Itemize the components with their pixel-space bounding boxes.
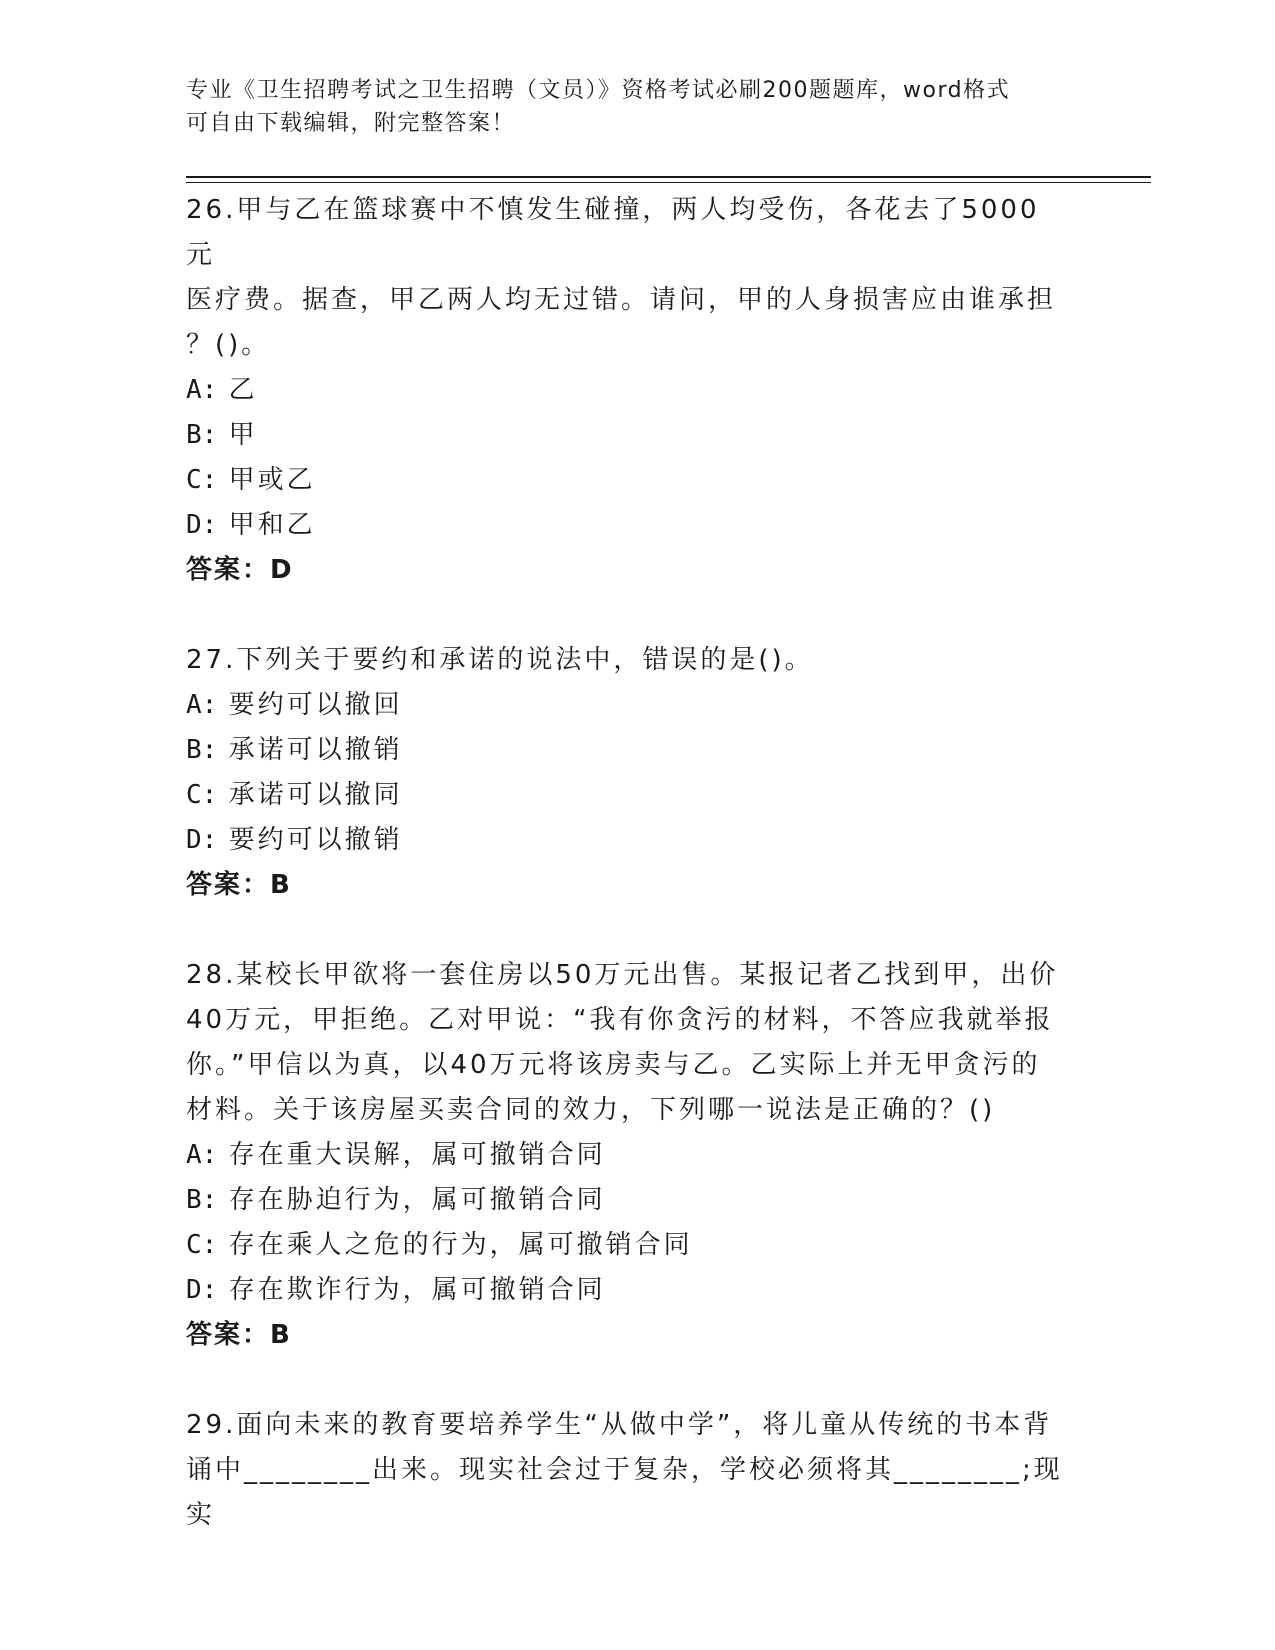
option-text: 甲或乙 <box>228 465 316 495</box>
question-29 <box>186 1403 1066 1538</box>
option-b <box>186 1178 1066 1223</box>
option-b <box>186 728 1066 773</box>
option-text: 甲 <box>228 420 258 450</box>
option-letter: C: <box>186 780 218 810</box>
option-letter: B: <box>186 1185 218 1215</box>
option-text: 存在胁迫行为，属可撤销合同 <box>228 1185 606 1215</box>
option-letter: D: <box>186 1275 218 1305</box>
option-letter: B: <box>186 420 218 450</box>
option-text: 承诺可以撤销 <box>228 735 403 765</box>
question-stem-line: 诵中________出来。现实社会过于复杂，学校必须将其________;现实 <box>186 1455 1063 1530</box>
option-text: 存在欺诈行为，属可撤销合同 <box>228 1275 606 1305</box>
option-text: 存在重大误解，属可撤销合同 <box>228 1140 606 1170</box>
answer-label: 答案：B <box>186 870 292 900</box>
option-c <box>186 1223 1066 1268</box>
option-c <box>186 773 1066 818</box>
option-d <box>186 1268 1066 1313</box>
option-text: 乙 <box>228 375 258 405</box>
question-stem-line: 28.某校长甲欲将一套住房以50万元出售。某报记者乙找到甲，出价 <box>186 960 1059 990</box>
option-b <box>186 413 1066 458</box>
question-stem-line: 29.面向未来的教育要培养学生“从做中学”，将儿童从传统的书本背 <box>186 1410 1053 1440</box>
answer-label: 答案：B <box>186 1320 292 1350</box>
option-letter: A: <box>186 690 218 720</box>
question-stem-line: 40万元，甲拒绝。乙对甲说：“我有你贪污的材料，不答应我就举报 <box>186 1005 1054 1035</box>
question-spacer <box>186 908 1066 953</box>
header-divider-thin <box>186 182 1151 183</box>
option-letter: A: <box>186 375 218 405</box>
question-27 <box>186 638 1066 908</box>
option-letter: B: <box>186 735 218 765</box>
option-letter: C: <box>186 465 218 495</box>
question-stem-line: 你。”甲信以为真，以40万元将该房卖与乙。乙实际上并无甲贪污的 <box>186 1050 1041 1080</box>
option-text: 存在乘人之危的行为，属可撤销合同 <box>228 1230 693 1260</box>
question-stem-line: 医疗费。据查，甲乙两人均无过错。请问，甲的人身损害应由谁承担 <box>186 285 1057 315</box>
option-a <box>186 683 1066 728</box>
option-letter: D: <box>186 825 218 855</box>
option-a <box>186 368 1066 413</box>
header-line-2: 可自由下载编辑，附完整答案！ <box>186 111 516 136</box>
question-spacer <box>186 1358 1066 1403</box>
option-d <box>186 818 1066 863</box>
option-letter: D: <box>186 510 218 540</box>
header-divider-thick <box>186 176 1151 178</box>
option-text: 甲和乙 <box>228 510 316 540</box>
question-stem-line: 26.甲与乙在篮球赛中不慎发生碰撞，两人均受伤，各花去了5000元 <box>186 195 1040 270</box>
question-28 <box>186 953 1066 1358</box>
question-spacer <box>186 593 1066 638</box>
question-list <box>186 188 1066 1538</box>
option-d <box>186 503 1066 548</box>
option-c <box>186 458 1066 503</box>
question-26 <box>186 188 1066 593</box>
answer-label: 答案：D <box>186 555 294 585</box>
question-stem-line: 27.下列关于要约和承诺的说法中，错误的是()。 <box>186 645 814 675</box>
question-stem-line: ？()。 <box>186 330 271 360</box>
option-letter: A: <box>186 1140 218 1170</box>
option-letter: C: <box>186 1230 218 1260</box>
header-line-1: 专业《卫生招聘考试之卫生招聘（文员）》资格考试必刷200题题库，word格式 <box>186 78 1011 103</box>
option-text: 承诺可以撤同 <box>228 780 403 810</box>
option-text: 要约可以撤回 <box>228 690 403 720</box>
option-text: 要约可以撤销 <box>228 825 403 855</box>
document-header <box>186 74 1066 140</box>
question-stem-line: 材料。关于该房屋买卖合同的效力，下列哪一说法是正确的？() <box>186 1095 996 1125</box>
option-a <box>186 1133 1066 1178</box>
